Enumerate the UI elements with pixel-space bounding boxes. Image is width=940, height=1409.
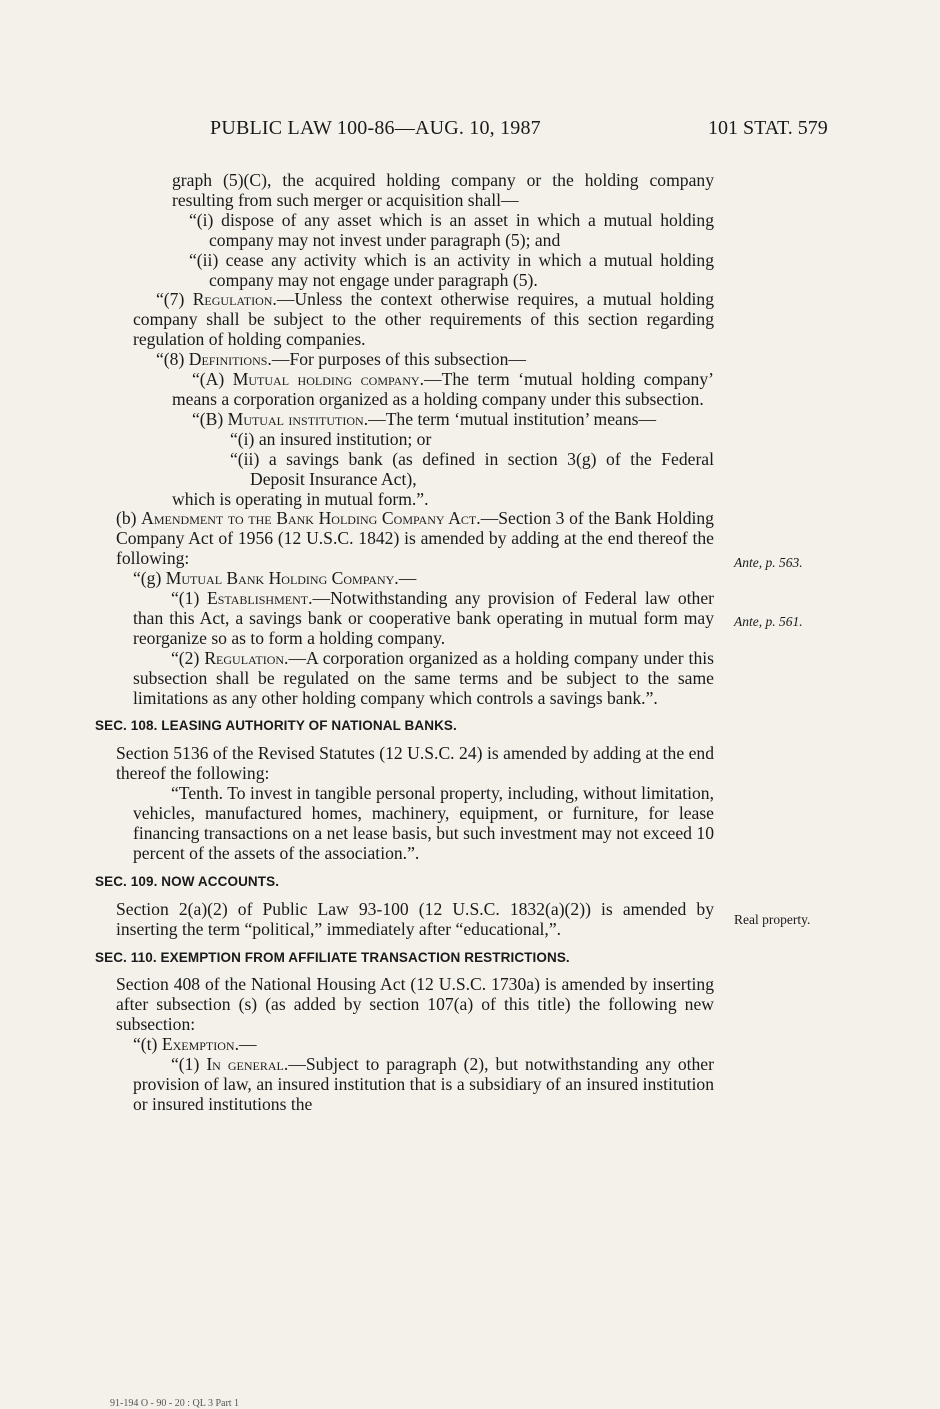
subsection-heading: In general.	[206, 1054, 289, 1075]
subsection-heading: Exemption.	[161, 1034, 239, 1055]
paragraph: “(2) Regulation.—A corporation organized as a holding company under this subsection shall be regulated on the same terms and be subject to the same limitations as any other holding company which controls a savings bank.”.	[133, 647, 714, 708]
paragraph: which is operating in mutual form.”.	[172, 488, 429, 509]
paragraph: Section 5136 of the Revised Statutes (12 U.S.C. 24) is amended by adding at the end thereof the following:	[116, 743, 714, 784]
subsection-heading: Regulation.	[204, 647, 289, 668]
subsection-heading: Establishment.	[206, 588, 313, 609]
statute-body	[95, 170, 714, 1115]
page-header-title: PUBLIC LAW 100-86—AUG. 10, 1987	[210, 117, 541, 139]
section-heading: SEC. 108. LEASING AUTHORITY OF NATIONAL BANKS.	[95, 718, 457, 734]
subsection-heading: Definitions.	[188, 349, 272, 370]
paragraph: “Tenth. To invest in tangible personal property, including, without limitation, vehicles, manufactured homes, machinery, equipment, or furniture, for lease financing transactions on a net lease basis, but such investment may not exceed 10 percent of the assets of the association.”.	[133, 783, 714, 863]
paragraph: “(ii) a savings bank (as defined in section 3(g) of the Federal Deposit Insurance Act),	[230, 448, 714, 489]
subsection-heading: Regulation.	[192, 289, 277, 310]
paragraph: “(8) Definitions.—For purposes of this subsection—	[156, 349, 526, 370]
paragraph: “(1) Establishment.—Notwithstanding any provision of Federal law other than this Act, a savings bank or cooperative bank operating in mutual form may reorganize so as to form a holding company.	[133, 588, 714, 648]
paragraph: Section 408 of the National Housing Act (12 U.S.C. 1730a) is amended by inserting after subsection (s) (as added by section 107(a) of this title) the following new subsection:	[116, 974, 714, 1035]
subsection-heading: Mutual Bank Holding Company.	[165, 568, 399, 589]
paragraph: “(g) Mutual Bank Holding Company.—	[133, 568, 417, 589]
paragraph: Section 2(a)(2) of Public Law 93-100 (12 U.S.C. 1832(a)(2)) is amended by inserting the term “political,” immediately after “educational,”.	[116, 898, 714, 939]
paragraph: “(i) an insured institution; or	[230, 428, 432, 449]
subsection-heading: Mutual institution.	[227, 408, 369, 429]
subsection-heading: Amendment to the Bank Holding Company Act.	[141, 508, 481, 529]
paragraph: “(1) In general.—Subject to paragraph (2), but notwithstanding any other provision of law, an insured institution that is a subsidiary of an insured institution or insured institutions the	[133, 1054, 714, 1114]
paragraph: (b) Amendment to the Bank Holding Company Act.—Section 3 of the Bank Holding Company Act of 1956 (12 U.S.C. 1842) is amended by adding at the end thereof the following:	[116, 508, 714, 569]
subsection-heading: Mutual holding company.	[232, 369, 424, 390]
paragraph: “(7) Regulation.—Unless the context otherwise requires, a mutual holding company shall be subject to the other requirements of this section regarding regulation of holding companies.	[133, 289, 714, 350]
print-footer: 91-194 O - 90 - 20 : QL 3 Part 1	[110, 1398, 240, 1409]
paragraph: “(B) Mutual institution.—The term ‘mutual institution’ means—	[192, 408, 657, 429]
paragraph: “(A) Mutual holding company.—The term ‘mutual holding company’ means a corporation organized as a holding company under this subsection.	[172, 369, 714, 409]
section-heading: SEC. 109. NOW ACCOUNTS.	[95, 873, 280, 889]
paragraph: “(t) Exemption.—	[133, 1034, 257, 1055]
paragraph: “(ii) cease any activity which is an activity in which a mutual holding company may not engage under paragraph (5).	[189, 249, 714, 290]
paragraph: graph (5)(C), the acquired holding company or the holding company resulting from such merger or acquisition shall—	[172, 170, 714, 210]
section-heading: SEC. 110. EXEMPTION FROM AFFILIATE TRANSACTION RESTRICTIONS.	[95, 949, 570, 965]
margin-note: Ante, p. 561.	[734, 614, 803, 629]
paragraph: “(i) dispose of any asset which is an asset in which a mutual holding company may not invest under paragraph (5); and	[189, 209, 714, 250]
margin-note: Real property.	[734, 912, 811, 927]
page-header-stat-ref: 101 STAT. 579	[708, 117, 828, 139]
margin-note: Ante, p. 563.	[734, 555, 803, 570]
